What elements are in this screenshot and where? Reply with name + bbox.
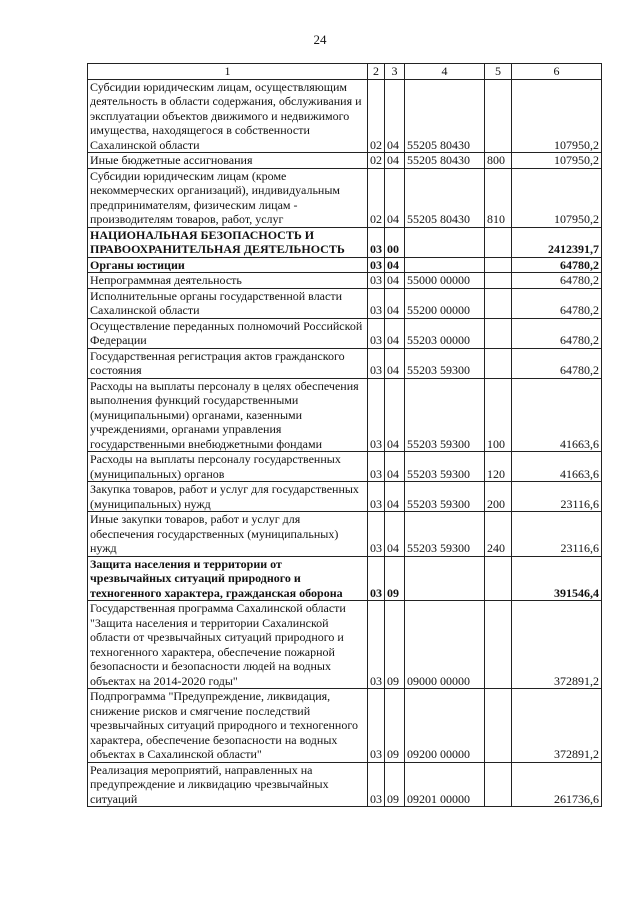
- row-section: 02: [368, 168, 385, 227]
- budget-table: [87, 63, 602, 807]
- column-header: 1: [88, 64, 368, 80]
- row-expense-type: [485, 318, 512, 348]
- table-row: [88, 601, 602, 689]
- row-target-code: 55205 80430: [405, 168, 485, 227]
- row-section: 03: [368, 378, 385, 452]
- row-name: Субсидии юридическим лицам (кроме некоммерческих организаций), индивидуальным предпринимателям, физическим лицам - производителям товаров, работ, услуг: [88, 168, 368, 227]
- row-subsection: 09: [385, 556, 405, 601]
- row-expense-type: 240: [485, 512, 512, 557]
- row-section: 03: [368, 288, 385, 318]
- row-name: Расходы на выплаты персоналу государственных (муниципальных) органов: [88, 452, 368, 482]
- row-amount: 64780,2: [512, 257, 602, 273]
- row-amount: 2412391,7: [512, 227, 602, 257]
- row-target-code: 55203 59300: [405, 482, 485, 512]
- row-subsection: 04: [385, 452, 405, 482]
- row-amount: 107950,2: [512, 153, 602, 169]
- row-subsection: 09: [385, 762, 405, 807]
- row-expense-type: [485, 273, 512, 289]
- row-section: 02: [368, 153, 385, 169]
- row-amount: 261736,6: [512, 762, 602, 807]
- column-header: 2: [368, 64, 385, 80]
- row-amount: 64780,2: [512, 348, 602, 378]
- row-subsection: 04: [385, 153, 405, 169]
- table-row: [88, 482, 602, 512]
- row-name: Реализация мероприятий, направленных на предупреждение и ликвидацию чрезвычайных ситуаций: [88, 762, 368, 807]
- row-name: Органы юстиции: [88, 257, 368, 273]
- row-amount: 372891,2: [512, 601, 602, 689]
- row-expense-type: [485, 348, 512, 378]
- row-target-code: 09201 00000: [405, 762, 485, 807]
- column-header: 3: [385, 64, 405, 80]
- row-subsection: 04: [385, 378, 405, 452]
- row-target-code: [405, 556, 485, 601]
- row-expense-type: [485, 288, 512, 318]
- row-expense-type: [485, 79, 512, 153]
- row-target-code: 55203 59300: [405, 348, 485, 378]
- row-target-code: 55203 00000: [405, 318, 485, 348]
- row-expense-type: 100: [485, 378, 512, 452]
- row-name: Непрограммная деятельность: [88, 273, 368, 289]
- row-name: Исполнительные органы государственной власти Сахалинской области: [88, 288, 368, 318]
- table-row: [88, 556, 602, 601]
- row-section: 03: [368, 762, 385, 807]
- row-subsection: 04: [385, 288, 405, 318]
- row-subsection: 04: [385, 348, 405, 378]
- row-name: Государственная программа Сахалинской области "Защита населения и территории Сахалинской области от чрезвычайных ситуаций природного и техногенного характера, обеспечение пожарной безопасности и безопасности людей на водных объектах на 2014-2020 годы": [88, 601, 368, 689]
- row-amount: 107950,2: [512, 168, 602, 227]
- row-section: 03: [368, 482, 385, 512]
- table-row: [88, 273, 602, 289]
- table-header-row: [88, 64, 602, 80]
- row-amount: 41663,6: [512, 452, 602, 482]
- column-header: 4: [405, 64, 485, 80]
- row-amount: 23116,6: [512, 482, 602, 512]
- row-section: 03: [368, 257, 385, 273]
- row-amount: 372891,2: [512, 689, 602, 763]
- row-amount: 64780,2: [512, 273, 602, 289]
- row-section: 03: [368, 348, 385, 378]
- row-expense-type: 200: [485, 482, 512, 512]
- row-subsection: 04: [385, 482, 405, 512]
- table-row: [88, 257, 602, 273]
- row-expense-type: [485, 762, 512, 807]
- row-name: Иные бюджетные ассигнования: [88, 153, 368, 169]
- table-row: [88, 512, 602, 557]
- row-target-code: 55203 59300: [405, 378, 485, 452]
- row-name: НАЦИОНАЛЬНАЯ БЕЗОПАСНОСТЬ И ПРАВООХРАНИТЕЛЬНАЯ ДЕЯТЕЛЬНОСТЬ: [88, 227, 368, 257]
- row-subsection: 04: [385, 79, 405, 153]
- row-section: 03: [368, 512, 385, 557]
- row-target-code: 55203 59300: [405, 512, 485, 557]
- row-section: 03: [368, 601, 385, 689]
- row-amount: 41663,6: [512, 378, 602, 452]
- row-target-code: 09200 00000: [405, 689, 485, 763]
- page-number: 24: [313, 32, 327, 47]
- row-subsection: 04: [385, 168, 405, 227]
- row-target-code: 55205 80430: [405, 79, 485, 153]
- row-expense-type: 800: [485, 153, 512, 169]
- row-subsection: 09: [385, 601, 405, 689]
- row-amount: 107950,2: [512, 79, 602, 153]
- row-subsection: 09: [385, 689, 405, 763]
- row-target-code: 55205 80430: [405, 153, 485, 169]
- row-name: Расходы на выплаты персоналу в целях обеспечения выполнения функций государственными (муниципальными) органами, казенными учреждениями, органами управления государственными внебюджетными фондами: [88, 378, 368, 452]
- row-expense-type: [485, 601, 512, 689]
- row-target-code: [405, 257, 485, 273]
- row-amount: 23116,6: [512, 512, 602, 557]
- row-expense-type: [485, 257, 512, 273]
- row-amount: 64780,2: [512, 318, 602, 348]
- row-name: Закупка товаров, работ и услуг для государственных (муниципальных) нужд: [88, 482, 368, 512]
- row-target-code: 55000 00000: [405, 273, 485, 289]
- row-subsection: 04: [385, 512, 405, 557]
- row-target-code: [405, 227, 485, 257]
- row-subsection: 00: [385, 227, 405, 257]
- table-row: [88, 168, 602, 227]
- row-name: Защита населения и территории от чрезвычайных ситуаций природного и техногенного характера, гражданская оборона: [88, 556, 368, 601]
- row-expense-type: [485, 227, 512, 257]
- row-section: 03: [368, 318, 385, 348]
- row-section: 03: [368, 689, 385, 763]
- table-row: [88, 288, 602, 318]
- row-target-code: 09000 00000: [405, 601, 485, 689]
- row-name: Иные закупки товаров, работ и услуг для обеспечения государственных (муниципальных) нужд: [88, 512, 368, 557]
- row-name: Субсидии юридическим лицам, осуществляющим деятельность в области содержания, обслуживания и эксплуатации объектов движимого и недвижимого имущества, находящегося в собственности Сахалинской области: [88, 79, 368, 153]
- table-row: [88, 762, 602, 807]
- table-row: [88, 689, 602, 763]
- row-subsection: 04: [385, 257, 405, 273]
- row-section: 03: [368, 452, 385, 482]
- row-section: 03: [368, 273, 385, 289]
- row-target-code: 55200 00000: [405, 288, 485, 318]
- row-name: Подпрограмма "Предупреждение, ликвидация, снижение рисков и смягчение последствий чрезвычайных ситуаций природного и техногенного характера, обеспечение безопасности на водных объектах в Сахалинской области": [88, 689, 368, 763]
- table-row: [88, 153, 602, 169]
- column-header: 6: [512, 64, 602, 80]
- row-target-code: 55203 59300: [405, 452, 485, 482]
- table-row: [88, 348, 602, 378]
- row-section: 03: [368, 556, 385, 601]
- table-row: [88, 79, 602, 153]
- table-row: [88, 452, 602, 482]
- row-section: 03: [368, 227, 385, 257]
- row-name: Осуществление переданных полномочий Российской Федерации: [88, 318, 368, 348]
- table-row: [88, 378, 602, 452]
- table-row: [88, 227, 602, 257]
- row-subsection: 04: [385, 273, 405, 289]
- row-expense-type: 120: [485, 452, 512, 482]
- row-expense-type: [485, 689, 512, 763]
- row-name: Государственная регистрация актов гражданского состояния: [88, 348, 368, 378]
- row-amount: 391546,4: [512, 556, 602, 601]
- row-subsection: 04: [385, 318, 405, 348]
- row-section: 02: [368, 79, 385, 153]
- row-expense-type: 810: [485, 168, 512, 227]
- table-row: [88, 318, 602, 348]
- column-header: 5: [485, 64, 512, 80]
- row-amount: 64780,2: [512, 288, 602, 318]
- row-expense-type: [485, 556, 512, 601]
